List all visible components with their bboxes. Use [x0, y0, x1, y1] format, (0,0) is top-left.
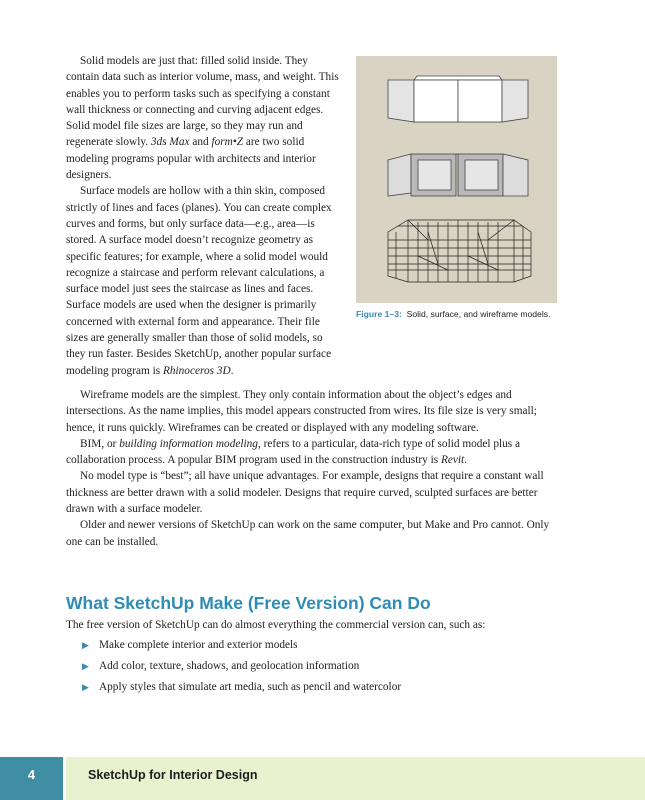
wireframe-model [388, 220, 531, 282]
list-item [66, 635, 566, 656]
figure-caption [356, 308, 561, 321]
text: Solid models are just that: filled solid inside. They contain data such as interior volume, mass, and weight. This enables you to perform tasks such as specifying a constant wall thickness or connecting and curving adjacent edges. Solid model file sizes are large, so they may run and regenerate slowly. [66, 55, 339, 149]
paragraph-versions: Older and newer versions of SketchUp can work on the same computer, but Make and Pro cannot. Only one can be installed. [66, 519, 550, 548]
text: BIM, or [80, 437, 120, 450]
text: are two solid modeling programs popular with architects and interior designers. [66, 136, 316, 182]
text: . [464, 454, 467, 467]
list-item [66, 677, 566, 698]
paragraph-wireframe-models: Wireframe models are the simplest. They only contain information about the object’s edges and intersections. As the name implies, this model appears constructed from wires. Its file size is very small; hence, it runs quickly. Wireframes can be created or displayed with any modeling software. [66, 389, 537, 434]
bullet-triangle-icon: ▶ [82, 661, 89, 671]
left-column-text [66, 53, 343, 379]
feature-list [66, 635, 566, 698]
emphasis: form•Z [211, 136, 244, 149]
figure-label: Figure 1–3: [356, 309, 402, 319]
paragraph-no-best-model: No model type is “best”; all have unique advantages. For example, designs that require a constant wall thickness are better drawn with a solid modeler. Designs that require curved, sculpted surfaces are better drawn with a surface modeler. [66, 470, 544, 516]
surface-model [388, 154, 528, 196]
paragraph-bim [66, 436, 566, 469]
list-item [66, 656, 566, 677]
figure-caption-text: Solid, surface, and wireframe models. [406, 309, 551, 319]
emphasis: building information modeling [119, 437, 258, 450]
bullet-triangle-icon: ▶ [82, 640, 89, 650]
list-item-text: Apply styles that simulate art media, such as pencil and watercolor [99, 681, 402, 693]
paragraph-surface-models [66, 183, 343, 379]
full-width-text [66, 387, 566, 550]
text: . [230, 364, 234, 377]
text: , refers to a particular, data-rich type of solid model plus a collaboration process. A popular BIM program used in the construction industry is [66, 437, 521, 467]
text: Surface models are hollow with a thin skin, composed strictly of lines and faces (planes). You can create complex curves and forms, but only surface data—e.g., area—is stored. A surface model doesn’t recognize geometry as specific features; for example, where a solid model would recognize a staircase and perform relevant calculations, a surface model just sees the staircase as lines and faces. Surface models are used when the designer is primarily concerned with external form and appearance. Their file sizes are generally smaller than those of solid models, so they run faster. Besides SketchUp, another popular surface modeling program is [66, 185, 332, 377]
list-item-text: Add color, texture, shadows, and geolocation information [99, 660, 360, 672]
emphasis: Revit [440, 454, 465, 467]
section-heading: What SketchUp Make (Free Version) Can Do [66, 593, 431, 613]
figure-image [356, 56, 557, 303]
footer-bar [66, 757, 645, 800]
cabinet-models-illustration [356, 56, 557, 303]
emphasis: Rhinoceros 3D [162, 364, 231, 377]
bullet-triangle-icon: ▶ [82, 682, 89, 692]
solid-model [388, 76, 528, 122]
text: and [189, 136, 212, 149]
paragraph-solid-models [66, 53, 343, 183]
emphasis: 3ds Max [150, 136, 190, 149]
list-item-text: Make complete interior and exterior models [99, 639, 298, 651]
book-title: SketchUp for Interior Design [88, 768, 258, 782]
page-number: 4 [0, 757, 63, 800]
section-intro: The free version of SketchUp can do almost everything the commercial version can, such as: [66, 619, 486, 631]
